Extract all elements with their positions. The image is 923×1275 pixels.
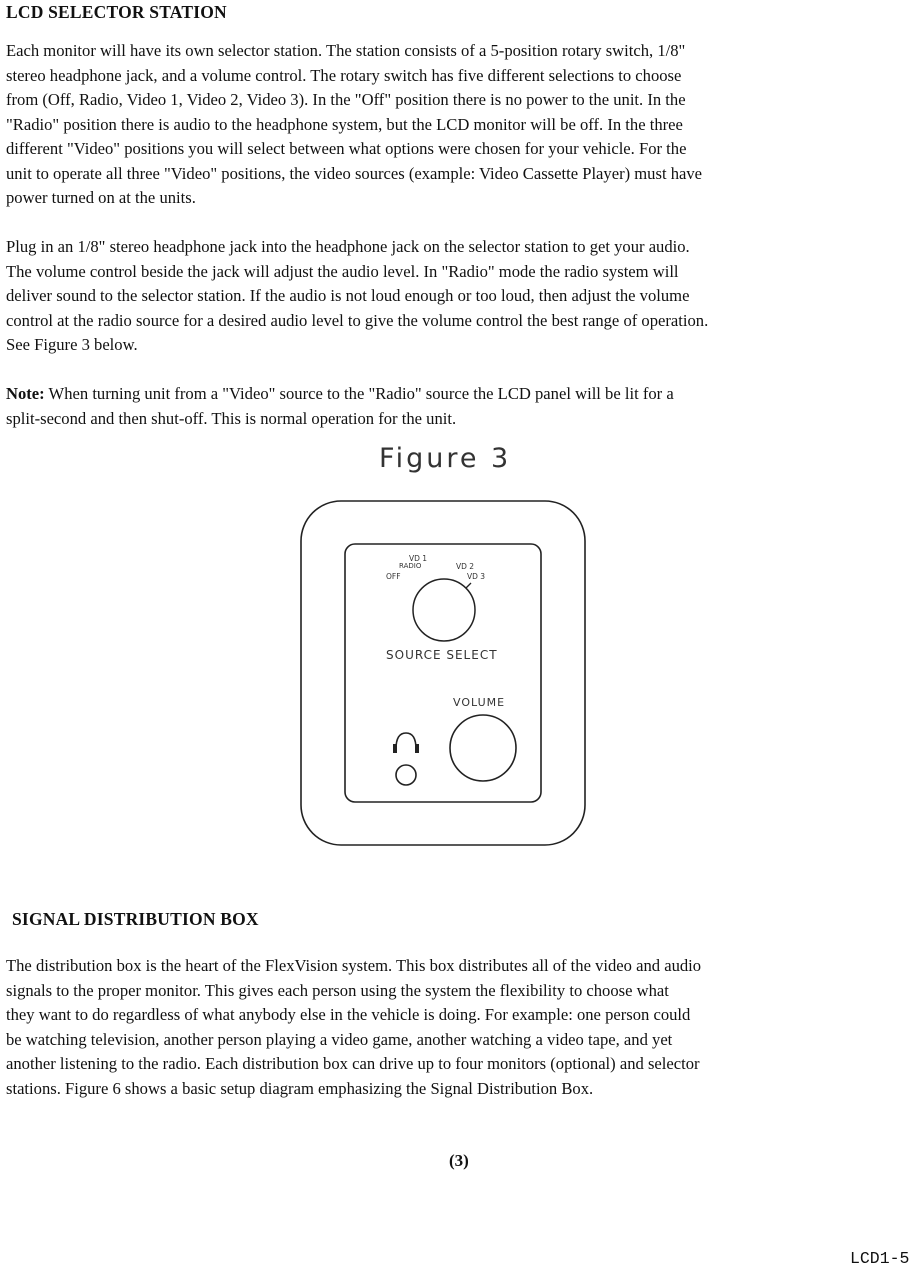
text-line: different "Video" positions you will select between what options were chosen for your vehicle. For the (6, 139, 687, 158)
text-line: The distribution box is the heart of the FlexVision system. This box distributes all of the video and audio (6, 956, 702, 975)
label-source-select: SOURCE SELECT (386, 648, 498, 662)
selector-station-paragraph-1 (6, 39, 702, 211)
source-select-knob (413, 579, 475, 641)
text-line: unit to operate all three "Video" positions, the video sources (example: Video Cassette Player) must have (6, 163, 703, 183)
volume-knob (450, 715, 516, 781)
text-line: See Figure 3 below. (6, 335, 138, 354)
text-line: power turned on at the units. (6, 188, 196, 207)
headphone-jack (396, 765, 416, 785)
outer-faceplate (301, 501, 585, 845)
selector-station-note (6, 382, 674, 431)
note-label: Note: (6, 384, 45, 403)
document-code: LCD1-5 (850, 1249, 910, 1268)
distribution-box-paragraph (6, 954, 701, 1101)
selector-station-diagram (296, 497, 590, 849)
page-number: (3) (449, 1151, 469, 1170)
text-line: The volume control beside the jack will adjust the audio level. In "Radio" mode the radio system will (6, 261, 679, 281)
text-line: deliver sound to the selector station. If the audio is not loud enough or too loud, then adjust the volume (6, 286, 690, 305)
section-heading-lcd-selector-station: LCD SELECTOR STATION (6, 2, 227, 22)
selector-station-paragraph-2 (6, 235, 708, 358)
text-line: stations. Figure 6 shows a basic setup diagram emphasizing the Signal Distribution Box. (6, 1078, 594, 1098)
label-vd2: VD 2 (456, 562, 475, 571)
text-line: Plug in an 1/8" stereo headphone jack into the headphone jack on the selector station to get your audio. (6, 237, 690, 256)
label-radio: RADIO (399, 562, 422, 570)
text-line: be watching television, another person playing a video game, another watching a video tape, and yet (6, 1029, 673, 1049)
text-line: they want to do regardless of what anybody else in the vehicle is doing. For example: one person could (6, 1005, 691, 1024)
headphone-icon (393, 733, 419, 753)
text-line: another listening to the radio. Each distribution box can drive up to four monitors (optional) and selector (6, 1054, 700, 1073)
text-line: split-second and then shut-off. This is normal operation for the unit. (6, 408, 457, 428)
label-vd3: VD 3 (467, 572, 486, 581)
text-line: from (Off, Radio, Video 1, Video 2, Video 3). In the "Off" position there is no power to the unit. In the (6, 90, 686, 109)
text-line: control at the radio source for a desired audio level to give the volume control the best range of operation. (6, 310, 709, 330)
label-off: OFF (386, 572, 401, 581)
text-line (6, 382, 674, 407)
section-heading-signal-distribution-box: SIGNAL DISTRIBUTION BOX (12, 909, 259, 929)
figure-title: Figure 3 (379, 443, 512, 474)
text-line: "Radio" position there is audio to the headphone system, but the LCD monitor will be off. In the three (6, 114, 683, 134)
label-volume: VOLUME (453, 696, 506, 709)
text-line: stereo headphone jack, and a volume control. The rotary switch has five different selections to choose (6, 65, 682, 85)
knob-pointer (466, 583, 471, 588)
text-line: Each monitor will have its own selector station. The station consists of a 5-position rotary switch, 1/8" (6, 41, 686, 60)
label-vd1: VD 1 (409, 554, 428, 563)
text-line: signals to the proper monitor. This gives each person using the system the flexibility to choose what (6, 980, 669, 1000)
note-text: When turning unit from a "Video" source to the "Radio" source the LCD panel will be lit for a (44, 384, 674, 403)
